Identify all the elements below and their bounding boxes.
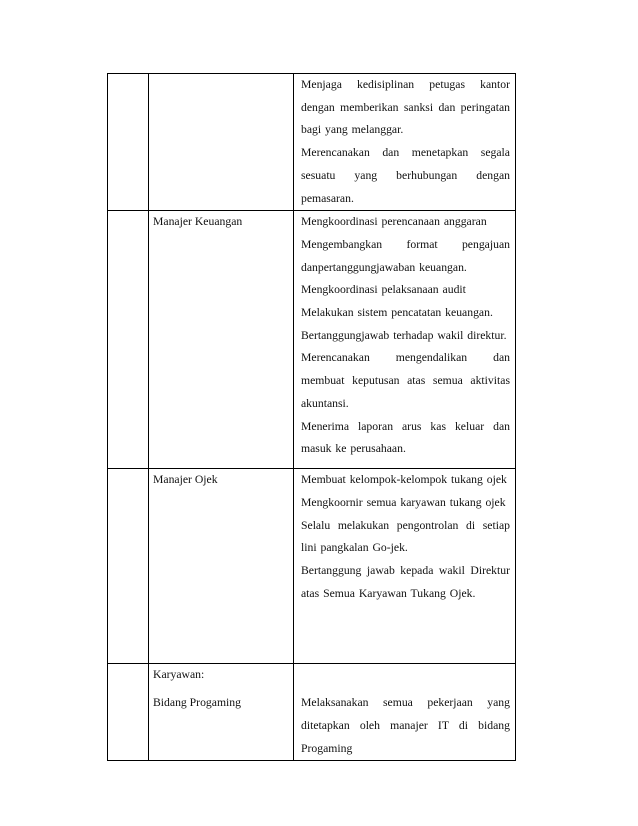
duties-cell xyxy=(294,469,516,664)
table-row xyxy=(108,664,516,761)
role-label: Bidang Progaming xyxy=(153,695,241,709)
table-row xyxy=(108,74,516,211)
role-label: Manajer Keuangan xyxy=(153,215,243,229)
table-row xyxy=(108,211,516,469)
duties-cell xyxy=(294,664,516,761)
duty-item: Melaksanakan semua pekerjaan yang ditetapkan oleh manajer IT di bidang Progaming xyxy=(301,696,510,755)
duty-item: Bertanggung jawab kepada wakil Direktur atas Semua Karyawan Tukang Ojek. xyxy=(301,564,510,600)
duty-item: Melakukan sistem pencatatan keuangan. xyxy=(301,306,493,320)
duty-item: Bertanggungjawab terhadap wakil direktur. xyxy=(301,328,507,342)
number-cell xyxy=(108,74,149,211)
role-cell xyxy=(149,74,294,211)
job-description-table xyxy=(107,73,516,761)
role-cell xyxy=(149,664,294,761)
role-cell xyxy=(149,469,294,664)
number-cell xyxy=(108,211,149,469)
duty-item: Selalu melakukan pengontrolan di setiap lini pangkalan Go-jek. xyxy=(301,518,510,555)
duties-cell xyxy=(294,74,516,211)
duty-item: Merencanakan mengendalikan dan membuat keputusan atas semua aktivitas akuntansi. xyxy=(301,351,510,410)
duty-item: Menjaga kedisiplinan petugas kantor dengan memberikan sanksi dan peringatan bagi yang melanggar. xyxy=(301,78,510,137)
duty-item: Merencanakan dan menetapkan segala sesuatu yang berhubungan dengan pemasaran. xyxy=(301,146,510,205)
number-cell xyxy=(108,469,149,664)
spacer xyxy=(294,664,515,692)
duty-item: Mengembangkan format pengajuan danpertanggungjawaban keuangan. xyxy=(301,237,510,274)
duty-item: Mengkoordinasi pelaksanaan audit xyxy=(301,283,466,297)
duty-item: Membuat kelompok-kelompok tukang ojek xyxy=(301,473,507,487)
table-row xyxy=(108,469,516,664)
duties-cell xyxy=(294,211,516,469)
role-cell xyxy=(149,211,294,469)
duty-item: Mengkoornir semua karyawan tukang ojek xyxy=(301,495,506,509)
duty-item: Mengkoordinasi perencanaan anggaran xyxy=(301,215,487,229)
role-label: Manajer Ojek xyxy=(153,473,218,487)
duty-item: Menerima laporan arus kas keluar dan masuk ke perusahaan. xyxy=(301,419,510,456)
number-cell xyxy=(108,664,149,761)
section-label: Karyawan: xyxy=(153,668,205,682)
